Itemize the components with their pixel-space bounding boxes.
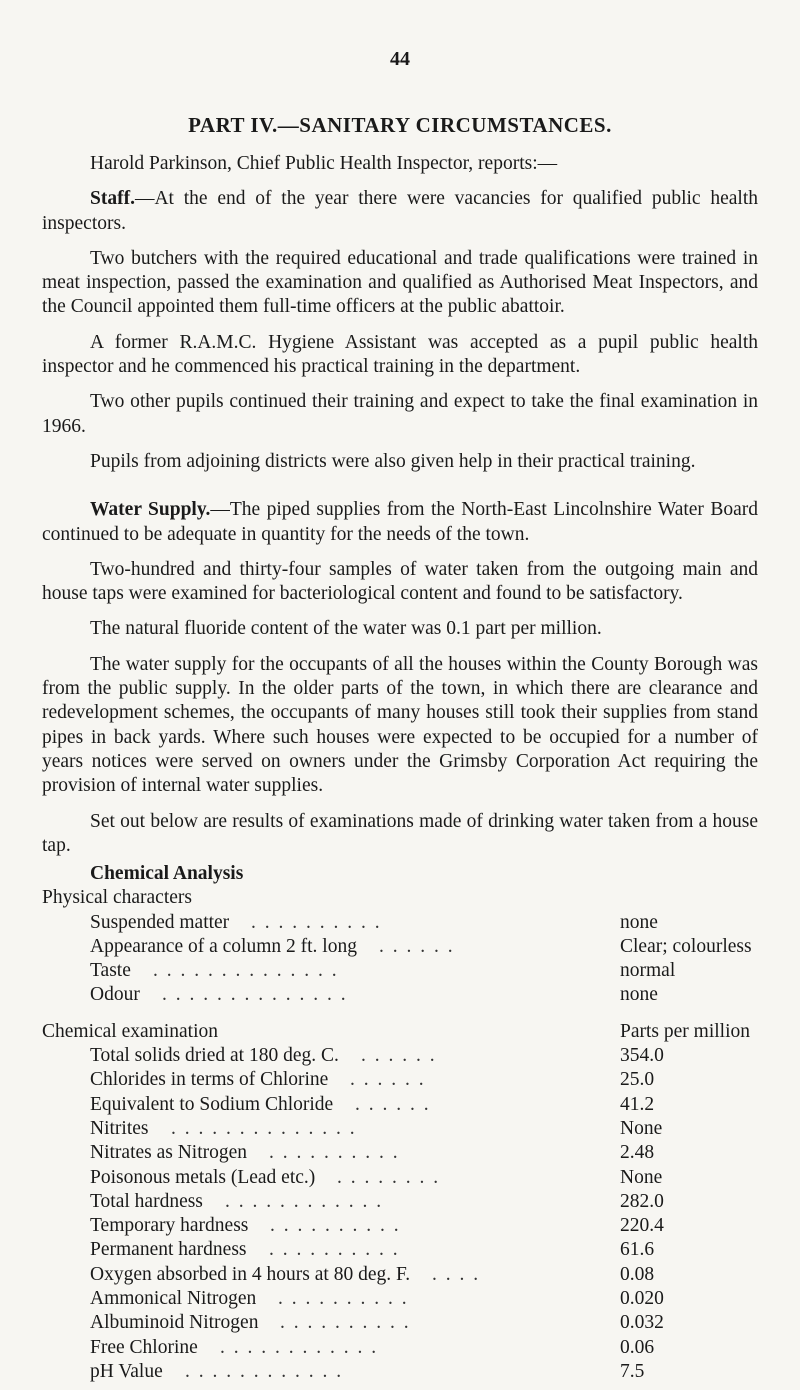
row-label: Permanent hardness [90, 1239, 247, 1261]
row-value: 282.0 [620, 1190, 664, 1212]
chemical-analysis-table [42, 862, 782, 1384]
table-row [42, 1190, 782, 1214]
row-value: 61.6 [620, 1239, 655, 1261]
paragraph-text: Two-hundred and thirty-four samples of water taken from the outgoing main and house taps were examined for bacteriological content and found to be satisfactory. [42, 558, 758, 605]
paragraph-text: A former R.A.M.C. Hygiene Assistant was accepted as a pupil public health inspector and he commenced his practical training in the department. [42, 331, 758, 378]
row-value: 0.032 [620, 1312, 664, 1334]
page-number: 44 [390, 48, 410, 70]
chemical-header-row [42, 1020, 782, 1044]
paragraph-lead: Water Supply. [90, 499, 211, 521]
table-row [42, 1238, 782, 1262]
row-label: Oxygen absorbed in 4 hours at 80 deg. F. [90, 1263, 411, 1285]
table-row [42, 1166, 782, 1190]
table-row [42, 1360, 782, 1384]
row-value: 7.5 [620, 1360, 645, 1382]
paragraph-text: Harold Parkinson, Chief Public Health Inspector, reports:— [90, 153, 558, 174]
leader-dots: . . . . . . [379, 935, 455, 957]
row-value: 354.0 [620, 1045, 664, 1067]
table-row [42, 1044, 782, 1068]
row-label: Temporary hardness [90, 1215, 249, 1237]
leader-dots: . . . . . . [355, 1093, 431, 1115]
table-row [42, 1093, 782, 1117]
row-value: 0.08 [620, 1263, 655, 1285]
table-row [42, 959, 782, 983]
table-row [42, 1214, 782, 1238]
row-value: None [620, 1117, 663, 1139]
row-value: Clear; colourless [620, 935, 752, 957]
paragraph-text: Pupils from adjoining districts were also given help in their practical training. [90, 450, 696, 472]
row-value: 41.2 [620, 1093, 655, 1115]
leader-dots: . . . . . . . . . . . . . . [153, 960, 339, 982]
leader-dots: . . . . . . . . . . [269, 1142, 400, 1164]
row-label: Free Chlorine [90, 1336, 198, 1358]
paragraph [42, 617, 758, 641]
paragraph [42, 653, 758, 799]
table-row [42, 935, 782, 959]
row-label: Total hardness [90, 1190, 203, 1212]
row-label: pH Value [90, 1360, 163, 1382]
leader-dots: . . . . . . . . . . [251, 911, 382, 933]
paragraph-text: Two butchers with the required educational and trade qualifications were trained in meat inspection, passed the examination and qualified as Authorised Meat Inspectors, and the Council appointed them full-time officers at the public abattoir. [42, 247, 758, 318]
row-label: Chlorides in terms of Chlorine [90, 1069, 329, 1091]
chemical-examination-label: Chemical examination [42, 1020, 218, 1042]
table-row [42, 1287, 782, 1311]
row-label: Taste [90, 960, 131, 982]
paragraph [42, 187, 758, 236]
table-row [42, 1117, 782, 1141]
table-row [42, 1263, 782, 1287]
page-title: PART IV.—SANITARY CIRCUMSTANCES. [188, 113, 612, 137]
row-label: Nitrates as Nitrogen [90, 1142, 248, 1164]
leader-dots: . . . . . . . . . . . . . . [171, 1117, 357, 1139]
row-value: 0.06 [620, 1336, 655, 1358]
paragraph [42, 331, 758, 380]
leader-dots: . . . . [432, 1263, 481, 1285]
row-label: Appearance of a column 2 ft. long [90, 935, 357, 957]
table-row [42, 1141, 782, 1165]
table-row [42, 1068, 782, 1092]
leader-dots: . . . . . . [361, 1045, 437, 1067]
table-row [42, 1311, 782, 1335]
physical-characters-label: Physical characters [42, 887, 192, 909]
table-row [42, 1336, 782, 1360]
paragraph [42, 810, 758, 859]
row-label: Poisonous metals (Lead etc.) [90, 1166, 316, 1188]
table-row [42, 911, 782, 935]
paragraph-text: The water supply for the occupants of all the houses within the County Borough was from the public supply. In the older parts of the town, in which there are clearance and redevelopment schemes, the occupants of many houses still took their supplies from stand pipes in back yards. Where such houses were expected to be occupied for a number of years notices were served on owners under the Grimsby Corporation Act requiring the provision of internal water supplies. [42, 653, 758, 797]
row-label: Total solids dried at 180 deg. C. [90, 1045, 339, 1067]
row-value: 25.0 [620, 1069, 655, 1091]
paragraph [42, 390, 758, 439]
row-value: normal [620, 960, 676, 982]
leader-dots: . . . . . . . . . . . . [220, 1336, 379, 1358]
body-text [42, 152, 758, 869]
leader-dots: . . . . . . . . . . [280, 1312, 411, 1334]
physical-rows [42, 911, 782, 1008]
row-value: 220.4 [620, 1215, 664, 1237]
paragraph-text: Set out below are results of examinations made of drinking water taken from a house tap. [42, 810, 758, 856]
paragraph [42, 247, 758, 320]
leader-dots: . . . . . . . . . . . . [185, 1360, 344, 1382]
unit-label: Parts per million [620, 1020, 750, 1042]
analysis-heading: Chemical Analysis [90, 863, 244, 884]
leader-dots: . . . . . . . . [337, 1166, 441, 1188]
row-value: none [620, 984, 658, 1006]
row-label: Equivalent to Sodium Chloride [90, 1093, 334, 1115]
row-label: Albuminoid Nitrogen [90, 1312, 259, 1334]
chemical-rows [42, 1044, 782, 1384]
row-value: 0.020 [620, 1288, 664, 1310]
leader-dots: . . . . . . [350, 1069, 426, 1091]
paragraph [42, 450, 758, 474]
paragraph [42, 558, 758, 607]
leader-dots: . . . . . . . . . . . . . . [162, 984, 348, 1006]
table-row [42, 983, 782, 1007]
leader-dots: . . . . . . . . . . [269, 1239, 400, 1261]
paragraph-text: —The piped supplies from the North-East Lincolnshire Water Board continued to be adequate in quantity for the needs of the town. [42, 499, 758, 545]
leader-dots: . . . . . . . . . . [270, 1215, 401, 1237]
paragraph-text: —At the end of the year there were vacancies for qualified public health inspectors. [42, 188, 758, 234]
row-label: Ammonical Nitrogen [90, 1288, 257, 1310]
row-label: Nitrites [90, 1117, 149, 1139]
leader-dots: . . . . . . . . . . . . [225, 1190, 384, 1212]
row-value: 2.48 [620, 1142, 655, 1164]
row-value: None [620, 1166, 663, 1188]
paragraph-text: Two other pupils continued their training and expect to take the final examination in 1966. [42, 391, 758, 437]
leader-dots: . . . . . . . . . . [278, 1288, 409, 1310]
paragraph [42, 152, 758, 176]
row-label: Suspended matter [90, 911, 230, 933]
row-value: none [620, 911, 658, 933]
paragraph [42, 498, 758, 547]
paragraph-text: The natural fluoride content of the water was 0.1 part per million. [90, 618, 602, 640]
paragraph-lead: Staff. [90, 188, 135, 210]
row-label: Odour [90, 984, 140, 1006]
